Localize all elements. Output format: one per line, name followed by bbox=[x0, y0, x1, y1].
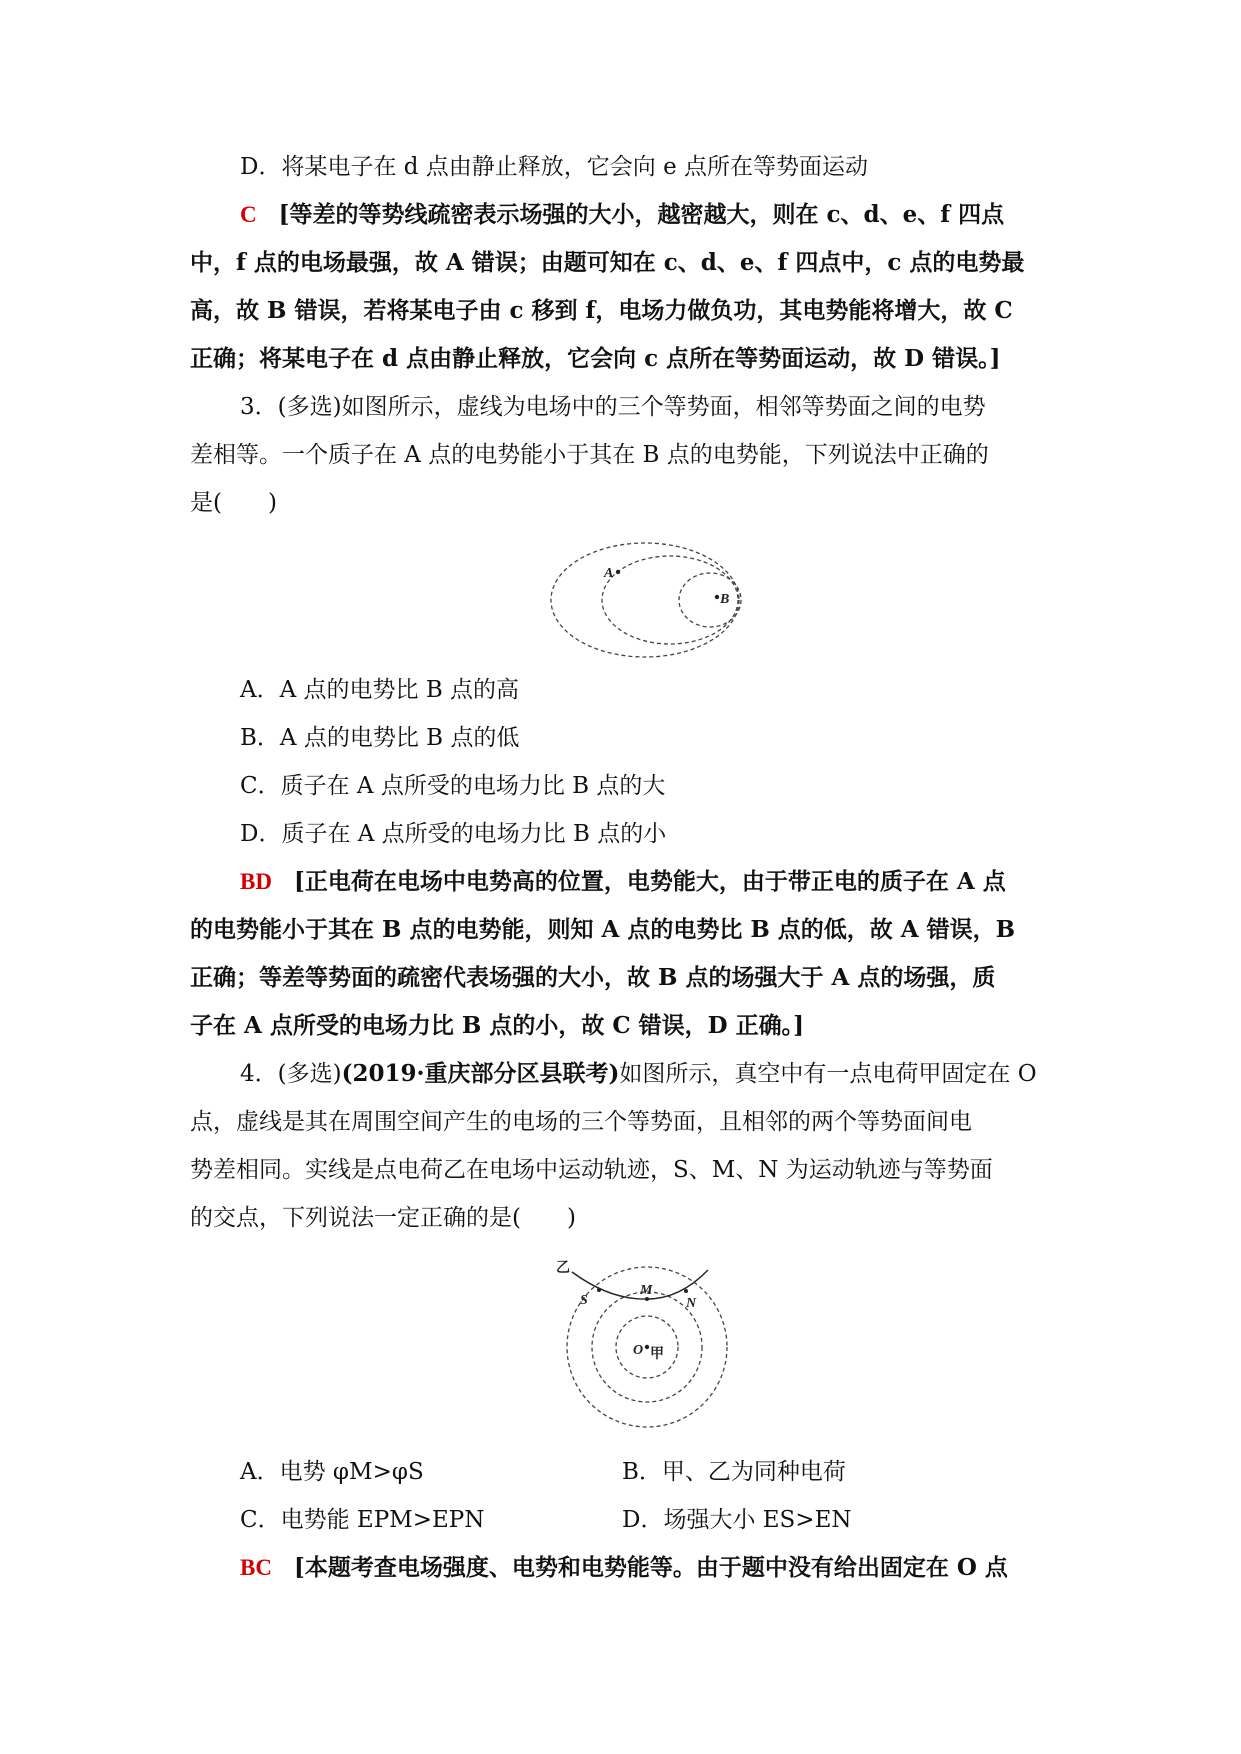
q2-option-d: D．将某电子在 d 点由静止释放，它会向 e 点所在等势面运动 bbox=[240, 154, 869, 180]
q4-stem-3: 势差相同。实线是点电荷乙在电场中运动轨迹，S、M、N 为运动轨迹与等势面 bbox=[190, 1157, 993, 1183]
q3-explain-1: [正电荷在电场中电势高的位置，电势能大，由于带正电的质子在 A 点 bbox=[293, 868, 1006, 895]
q4-stem-1-text: 如图所示，真空中有一点电荷甲固定在 O bbox=[619, 1061, 1037, 1087]
q3-option-b: B．A 点的电势比 B 点的低 bbox=[240, 725, 520, 751]
q3-equipotential-figure bbox=[545, 540, 745, 660]
label-m: M bbox=[640, 1283, 653, 1298]
q4-option-a: A．电势 φM>φS bbox=[240, 1459, 424, 1485]
label-yi: 乙 bbox=[556, 1261, 570, 1276]
q3-option-c: C．质子在 A 点所受的电场力比 B 点的大 bbox=[240, 773, 666, 799]
q3-answer-label: BD bbox=[240, 869, 272, 894]
label-o: O bbox=[633, 1343, 644, 1358]
q2-answer-label: C bbox=[240, 202, 257, 227]
q4-answer-line-1 bbox=[240, 1553, 1110, 1583]
point-n bbox=[684, 1289, 688, 1293]
point-a bbox=[616, 570, 620, 574]
q2-explain-2: 中，f 点的电场最强，故 A 错误；由题可知在 c、d、e、f 四点中，c 点的电势最 bbox=[190, 249, 1025, 276]
q3-stem-1: 3．(多选)如图所示，虚线为电场中的三个等势面，相邻等势面之间的电势 bbox=[240, 394, 986, 420]
q4-source: (2019·重庆部分区县联考) bbox=[341, 1060, 620, 1087]
q3-option-d: D．质子在 A 点所受的电场力比 B 点的小 bbox=[240, 821, 667, 847]
q4-option-c: C．电势能 EPM>EPN bbox=[240, 1507, 485, 1533]
point-b-label: B bbox=[720, 592, 730, 607]
q3-stem-2: 差相等。一个质子在 A 点的电势能小于其在 B 点的电势能，下列说法中正确的 bbox=[190, 442, 989, 468]
q4-answer-label: BC bbox=[240, 1555, 272, 1580]
q4-stem-2: 点，虚线是其在周围空间产生的电场的三个等势面，且相邻的两个等势面间电 bbox=[190, 1109, 972, 1135]
point-o bbox=[645, 1345, 649, 1349]
point-a-label: A bbox=[604, 566, 614, 581]
q2-explain-4: 正确；将某电子在 d 点由静止释放，它会向 c 点所在等势面运动，故 D 错误。] bbox=[190, 345, 1001, 372]
outer-equipotential bbox=[551, 543, 739, 657]
q3-explain-4: 子在 A 点所受的电场力比 B 点的小，故 C 错误，D 正确。] bbox=[190, 1012, 804, 1039]
middle-equipotential bbox=[602, 556, 738, 644]
q4-point-charge-figure bbox=[550, 1250, 740, 1430]
point-s bbox=[597, 1288, 601, 1292]
q2-explain-3: 高，故 B 错误，若将某电子由 c 移到 f，电场力做负功，其电势能将增大，故 C bbox=[190, 297, 1013, 324]
q2-answer-line-1 bbox=[240, 200, 1110, 230]
q3-explain-3: 正确；等差等势面的疏密代表场强的大小，故 B 点的场强大于 A 点的场强，质 bbox=[190, 964, 996, 991]
label-s: S bbox=[580, 1293, 588, 1308]
q4-option-d: D．场强大小 ES>EN bbox=[622, 1507, 852, 1533]
q4-option-b: B．甲、乙为同种电荷 bbox=[622, 1459, 846, 1485]
q4-stem-4: 的交点，下列说法一定正确的是( ) bbox=[190, 1205, 576, 1231]
label-n: N bbox=[686, 1296, 697, 1311]
q4-stem-1 bbox=[240, 1059, 1110, 1089]
inner-equipotential bbox=[679, 573, 741, 627]
q2-explain-1: [等差的等势线疏密表示场强的大小，越密越大，则在 c、d、e、f 四点 bbox=[278, 201, 1005, 228]
q4-explain-1: [本题考查电场强度、电势和电势能等。由于题中没有给出固定在 O 点 bbox=[293, 1554, 1008, 1581]
q3-explain-2: 的电势能小于其在 B 点的电势能，则知 A 点的电势比 B 点的低，故 A 错误，B bbox=[190, 916, 1016, 943]
q3-answer-line-1 bbox=[240, 867, 1110, 897]
q4-prefix: 4．(多选) bbox=[240, 1061, 342, 1087]
q3-option-a: A．A 点的电势比 B 点的高 bbox=[240, 677, 520, 703]
q3-stem-3: 是( ) bbox=[190, 490, 277, 516]
label-jia: 甲 bbox=[650, 1347, 664, 1362]
point-b bbox=[715, 595, 719, 599]
